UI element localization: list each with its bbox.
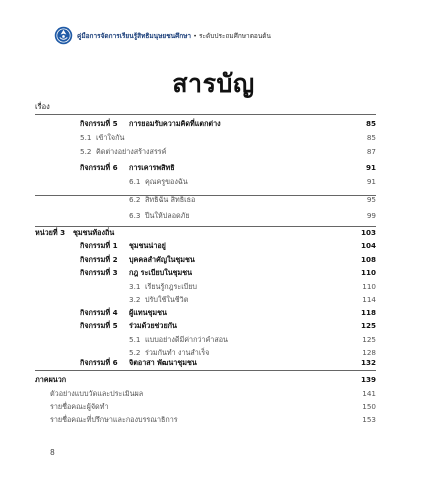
- toc-entry-page: 110: [362, 282, 376, 291]
- toc-entry-label: กิจกรรมที่ 1: [80, 241, 118, 250]
- toc-entry-page: 87: [366, 147, 376, 156]
- toc-entry-title: ชุมชนน่าอยู่: [129, 241, 166, 250]
- toc-entry[interactable]: [80, 119, 376, 130]
- toc-entry-label: 6.3: [129, 211, 141, 220]
- toc-entry-title: การยอมรับความคิดที่แตกต่าง: [129, 119, 221, 128]
- toc-entry-title: ตัวอย่างแบบวัดและประเมินผล: [50, 389, 144, 398]
- section-divider: [35, 114, 376, 115]
- toc-entry-title: ปรับใช้ในชีวิต: [145, 295, 189, 304]
- toc-entry-label: กิจกรรมที่ 5: [80, 321, 118, 330]
- toc-entry-title: ร่วมกันทำ งานสำเร็จ: [145, 348, 210, 357]
- toc-entry-page: 125: [362, 335, 376, 344]
- toc-entry-title: สิทธิฉัน สิทธิเธอ: [145, 195, 196, 204]
- toc-entry-label: 3.1: [129, 282, 141, 291]
- header-title: คู่มือการจัดการเรียนรู้สิทธิมนุษยชนศึกษา: [77, 31, 192, 40]
- toc-entry-page: 110: [360, 268, 376, 277]
- toc-entry-page: 108: [360, 255, 376, 264]
- toc-entry-label: 3.2: [129, 295, 141, 304]
- toc-entry[interactable]: [50, 402, 376, 413]
- toc-entry-page: 85: [365, 119, 376, 128]
- toc-entry-title: ภาคผนวก: [35, 375, 67, 384]
- toc-entry-title: แบบอย่างดีมีค่ากว่าคำสอน: [145, 335, 228, 344]
- header-subtitle: • ระดับประถมศึกษาตอนต้น: [193, 31, 271, 40]
- toc-entry[interactable]: [129, 195, 376, 206]
- page-header: [54, 26, 271, 45]
- toc-entry-page: 114: [362, 295, 376, 304]
- page-title: สารบัญ: [172, 69, 255, 98]
- toc-entry[interactable]: [80, 241, 376, 252]
- toc-entry[interactable]: [129, 335, 376, 346]
- toc-entry-page: 141: [362, 389, 376, 398]
- toc-entry-title: กฎ ระเบียบในชุมชน: [129, 268, 193, 277]
- toc-entry-page: 103: [360, 228, 376, 237]
- toc-entry[interactable]: [129, 295, 376, 306]
- toc-entry-title: บุคคลสำคัญในชุมชน: [129, 255, 195, 264]
- toc-entry-title: ผู้แทนชุมชน: [129, 308, 167, 317]
- section-divider: [35, 226, 376, 227]
- toc-unit-heading[interactable]: [35, 228, 376, 239]
- section-divider: [35, 370, 376, 371]
- toc-entry-title: ชุมชนท้องถิ่น: [73, 228, 115, 237]
- toc-entry-page: 150: [362, 402, 376, 411]
- toc-entry-title: รายชื่อคณะผู้จัดทำ: [50, 402, 109, 411]
- toc-entry-title: คุณครูของฉัน: [145, 177, 188, 186]
- toc-entry[interactable]: [50, 389, 376, 400]
- toc-entry-label: กิจกรรมที่ 2: [80, 255, 118, 264]
- toc-entry-page: 118: [360, 308, 376, 317]
- toc-entry-title: เรียนรู้กฎระเบียบ: [145, 282, 197, 291]
- toc-entry-page: 91: [365, 163, 376, 172]
- toc-entry-title: เข้าใจกัน: [96, 133, 125, 142]
- toc-entry-page: 132: [360, 358, 376, 367]
- toc-entry[interactable]: [80, 358, 376, 369]
- toc-entry[interactable]: [80, 163, 376, 174]
- toc-entry-page: 85: [366, 133, 376, 142]
- toc-entry[interactable]: [80, 147, 376, 158]
- toc-entry-label: 5.2: [80, 147, 92, 156]
- toc-entry[interactable]: [129, 282, 376, 293]
- toc-entry-page: 91: [366, 177, 376, 186]
- toc-entry-title: ปีนให้ปลอดภัย: [145, 211, 190, 220]
- toc-entry-title: การเคารพสิทธิ: [129, 163, 175, 172]
- toc-entry-label: 6.1: [129, 177, 141, 186]
- toc-entry-label: กิจกรรมที่ 5: [80, 119, 118, 128]
- toc-appendix-heading[interactable]: [35, 375, 376, 386]
- toc-entry-title: จิตอาสา พัฒนาชุมชน: [129, 358, 197, 367]
- toc-entry-label: กิจกรรมที่ 4: [80, 308, 118, 317]
- toc-entry-page: 104: [360, 241, 376, 250]
- toc-entry[interactable]: [80, 321, 376, 332]
- toc-entry[interactable]: [80, 268, 376, 279]
- toc-entry-title: คิดต่างอย่างสร้างสรรค์: [96, 147, 167, 156]
- toc-entry-page: 139: [360, 375, 376, 384]
- toc-entry[interactable]: [80, 308, 376, 319]
- toc-entry-page: 95: [366, 195, 376, 204]
- toc-entry[interactable]: [50, 415, 376, 426]
- toc-entry[interactable]: [129, 211, 376, 222]
- page-number: 8: [50, 448, 55, 457]
- toc-entry-label: 5.2: [129, 348, 141, 357]
- toc-entry-title: รายชื่อคณะที่ปรึกษาและกองบรรณาธิการ: [50, 415, 178, 424]
- toc-entry-label: กิจกรรมที่ 3: [80, 268, 118, 277]
- toc-entry-page: 153: [362, 415, 376, 424]
- toc-entry-label: หน่วยที่ 3: [35, 228, 66, 237]
- toc-entry[interactable]: [129, 177, 376, 188]
- toc-entry-label: กิจกรรมที่ 6: [80, 163, 118, 172]
- toc-entry[interactable]: [80, 133, 376, 144]
- toc-entry[interactable]: [80, 255, 376, 266]
- toc-entry-page: 99: [366, 211, 376, 220]
- toc-entry-label: 5.1: [129, 335, 141, 344]
- institution-seal-icon: [54, 26, 73, 45]
- toc-entry-label: 6.2: [129, 195, 141, 204]
- column-label: เรื่อง: [35, 102, 50, 111]
- toc-entry-label: 5.1: [80, 133, 92, 142]
- toc-entry-label: กิจกรรมที่ 6: [80, 358, 118, 367]
- toc-entry-page: 125: [360, 321, 376, 330]
- toc-entry-title: ร่วมด้วยช่วยกัน: [129, 321, 177, 330]
- toc-entry-page: 128: [362, 348, 376, 357]
